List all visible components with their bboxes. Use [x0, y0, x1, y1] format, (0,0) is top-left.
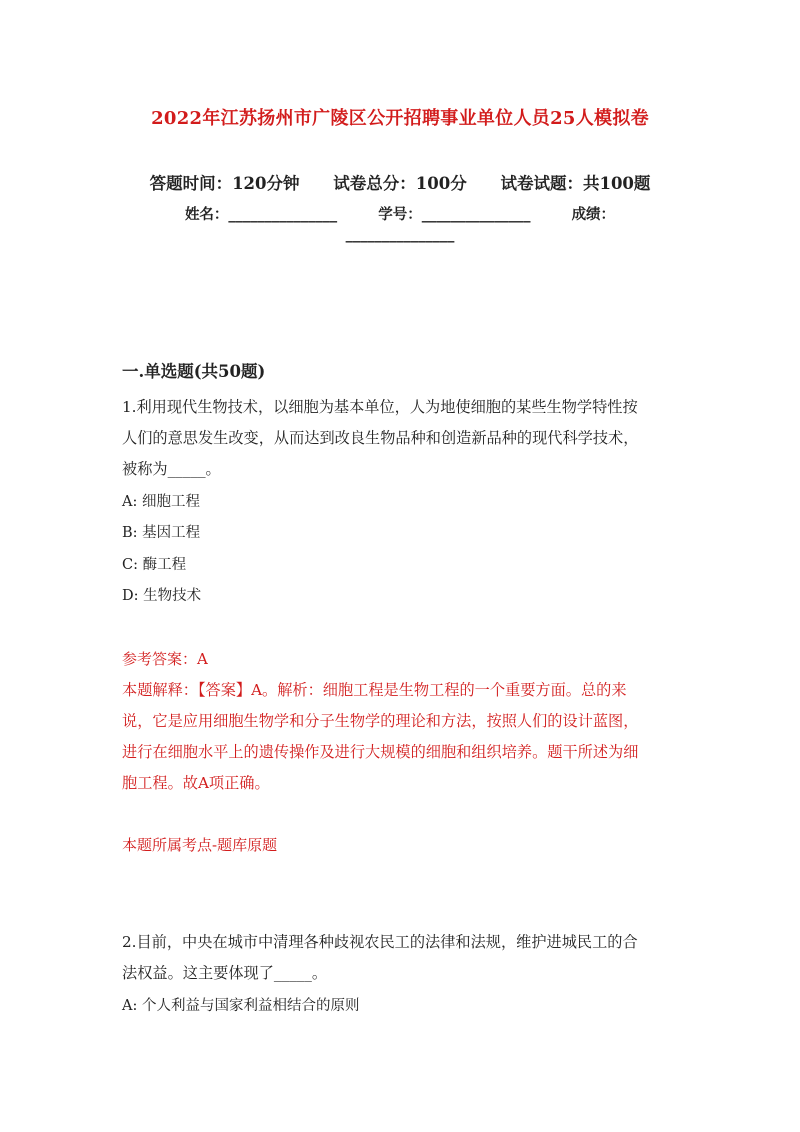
exam-info-row — [0, 170, 800, 194]
question-1-explanation-line: 说，它是应用细胞生物学和分子生物学的理论和方法，按照人们的设计蓝图， — [122, 712, 639, 730]
exam-time: 答题时间：120分钟 — [149, 174, 300, 193]
question-1-explanation-line: 进行在细胞水平上的遗传操作及进行大规模的细胞和组织培养。题干所述为细 — [122, 743, 639, 761]
question-1-stem-line: 被称为_____。 — [122, 460, 221, 478]
student-name-field: 姓名：_______________ — [184, 206, 338, 223]
question-2-stem — [122, 927, 682, 989]
section-heading: 一.单选题(共50题) — [122, 362, 266, 381]
question-1-option-a: A: 细胞工程 — [122, 494, 200, 510]
question-1-option-c: C: 酶工程 — [122, 557, 187, 573]
question-2-option-a: A: 个人利益与国家利益相结合的原则 — [122, 998, 360, 1014]
question-1-explanation-line: 本题解释：【答案】A。解析：细胞工程是生物工程的一个重要方面。总的来 — [122, 681, 627, 699]
exam-total-score: 试卷总分：100分 — [333, 174, 467, 193]
grade-blank: _______________ — [345, 226, 455, 243]
question-1-stem-line: 1.利用现代生物技术，以细胞为基本单位，人为地使细胞的某些生物学特性按 — [122, 398, 638, 416]
question-1-source: 本题所属考点-题库原题 — [122, 836, 278, 854]
question-1-answer: 参考答案：A — [122, 650, 208, 668]
exam-title: 2022年江苏扬州市广陵区公开招聘事业单位人员25人模拟卷 — [151, 108, 649, 129]
question-1-explanation-line: 胞工程。故A项正确。 — [122, 774, 270, 792]
question-2-stem-line: 法权益。这主要体现了_____。 — [122, 964, 328, 982]
question-2-stem-line: 2.目前，中央在城市中清理各种歧视农民工的法律和法规，维护进城民工的合 — [122, 933, 638, 951]
question-1-option-b: B: 基因工程 — [122, 525, 201, 541]
question-1-stem — [122, 392, 682, 485]
exam-question-count: 试卷试题：共100题 — [500, 174, 651, 193]
student-id-field: 学号：_______________ — [378, 206, 531, 223]
question-1-explanation — [122, 675, 682, 799]
question-1-stem-line: 人们的意思发生改变，从而达到改良生物品种和创造新品种的现代科学技术， — [122, 429, 639, 447]
question-1-option-d: D: 生物技术 — [122, 588, 202, 604]
student-fields-row — [0, 203, 800, 224]
student-grade-field: 成绩： — [571, 206, 616, 223]
